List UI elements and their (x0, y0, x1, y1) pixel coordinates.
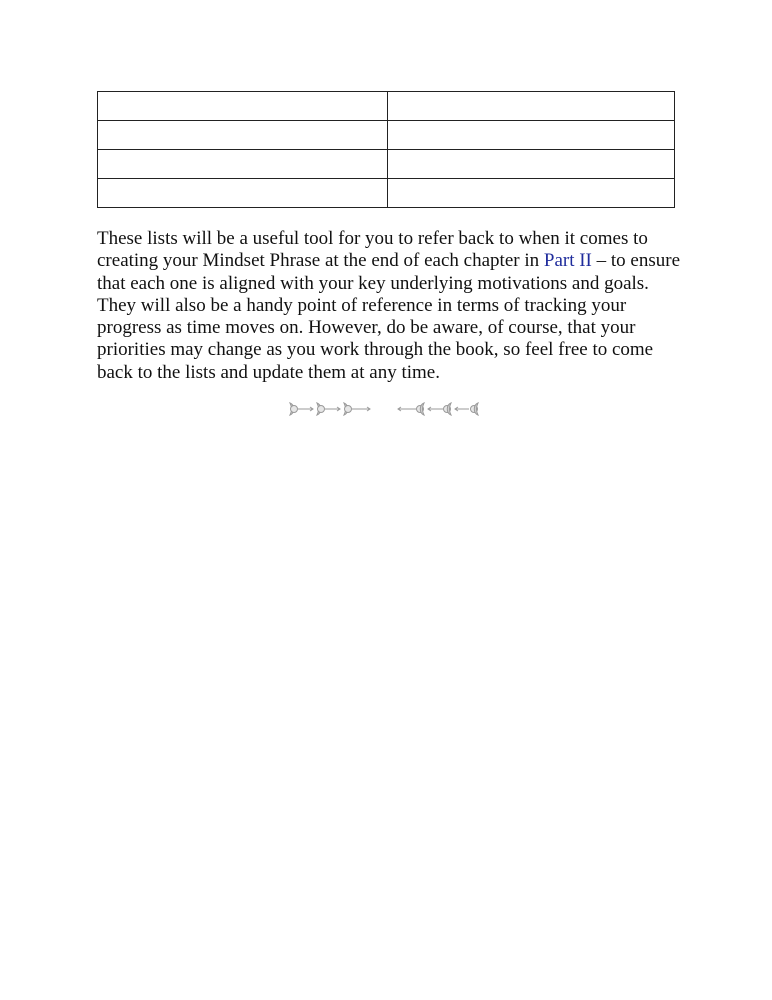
table-cell (98, 179, 388, 208)
table-row (98, 92, 675, 121)
table-cell (388, 179, 675, 208)
part-ii-link[interactable]: Part II (543, 250, 592, 272)
table-cell (98, 121, 388, 150)
table-cell (98, 150, 388, 179)
table-cell (388, 150, 675, 179)
table-cell (98, 92, 388, 121)
table-cell (388, 121, 675, 150)
blank-priorities-table (97, 91, 675, 208)
paragraph-text-after-link: – to ensure that each one is aligned with your key underlying motivations and goals. They will also be a handy point of reference in terms of tracking your progress as time moves on. However, do be aware, of course, that your priorities may change as you work through the book, so feel free to come back to the lists and update them at any time. (97, 250, 681, 383)
body-paragraph (97, 228, 687, 384)
table-row (98, 179, 675, 208)
table-row (98, 121, 675, 150)
table-cell (388, 92, 675, 121)
paragraph-text-before-link: These lists will be a useful tool for you to refer back to when it comes to creating your Mindset Phrase at the end of each chapter in (97, 228, 648, 272)
decorative-divider-icon (286, 398, 486, 420)
table-row (98, 150, 675, 179)
